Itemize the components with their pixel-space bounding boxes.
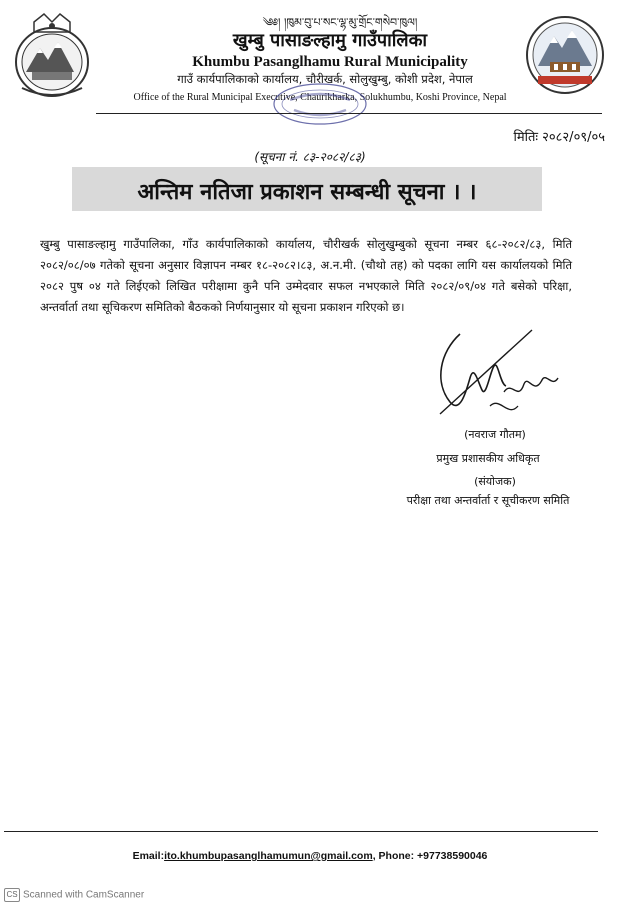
signatory-committee: परीक्षा तथा अन्तर्वार्ता र सूचीकरण समिति: [406, 494, 570, 507]
nepal-emblem-icon: [12, 10, 92, 102]
header-subtitle-nepali: गाउँ कार्यपालिकाको कार्यालय, चौरीखर्क, सोलुखुम्बु, कोशी प्रदेश, नेपाल: [177, 72, 473, 86]
signature-icon: [420, 322, 570, 432]
notice-title: अन्तिम नतिजा प्रकाशन सम्बन्धी सूचना । ।: [137, 180, 477, 205]
header-divider: [96, 113, 602, 114]
office-stamp-icon: [260, 80, 380, 128]
header-subtitle-english: Office of the Rural Municipal Executive, Chaurikharka, Solukhumbu, Koshi Province, Nepal: [133, 92, 507, 103]
header-title-english: Khumbu Pasanglhamu Rural Municipality: [192, 54, 468, 70]
signatory-name: (नवराज गौतम): [464, 428, 526, 441]
header-title-nepali: खुम्बु पासाङल्हामु गाउँपालिका: [232, 30, 428, 51]
notice-body-text: खुम्बु पासाङल्हामु गाउँपालिका, गाँउ कार्यपालिकाको कार्यालय, चौरीखर्क सोलुखुम्बुको सूचना नम्बर ६८-२०८२/८३, मिति २०८२/०८/०७ गतेको सूचना अनुसार विज्ञापन नम्बर १८-२०८२।८३, अ.न.मी. (चौथो तह) को पदका लागि यस कार्यालयको मिति २०८२ पुष ०४ गते लिईएको लिखित परीक्षामा कुनै पनि उम्मेदवार सफल नभएकाले मिति २०८२/०९/०४ गते बसेको परिक्षा, अन्तर्वार्ता तथा सूचिकरण समितिको बैठकको निर्णयानुसार यो सूचना प्रकाशन गरिएको छ।: [40, 237, 572, 314]
header-tibetan-line: ༄༅། །ཁུམ་བུ་པ་སང་ལྷ་མུ་གྲོང་གསེབ་ཁུལ།: [262, 16, 418, 29]
camscanner-text: Scanned with CamScanner: [23, 889, 145, 901]
email-label: Email:: [132, 850, 165, 862]
footer-divider: [4, 831, 598, 832]
email-link[interactable]: ito.khumbupasanglhamumun@gmail.com: [164, 850, 373, 862]
footer-contact: [60, 850, 560, 862]
phone-number: +97738590046: [417, 850, 488, 862]
camscanner-watermark: [4, 888, 174, 904]
signatory-role: (संयोजक): [474, 475, 516, 488]
notice-body: [40, 234, 572, 318]
notice-reference-number: (सूचना नं. ८३-२०८२/८३): [254, 150, 366, 164]
notice-date: मितिः २०८२/०९/०५: [513, 130, 605, 145]
camscanner-logo-icon: CS: [4, 888, 20, 902]
signatory-title: प्रमुख प्रशासकीय अधिकृत: [436, 452, 540, 465]
phone-label: , Phone:: [372, 850, 418, 862]
